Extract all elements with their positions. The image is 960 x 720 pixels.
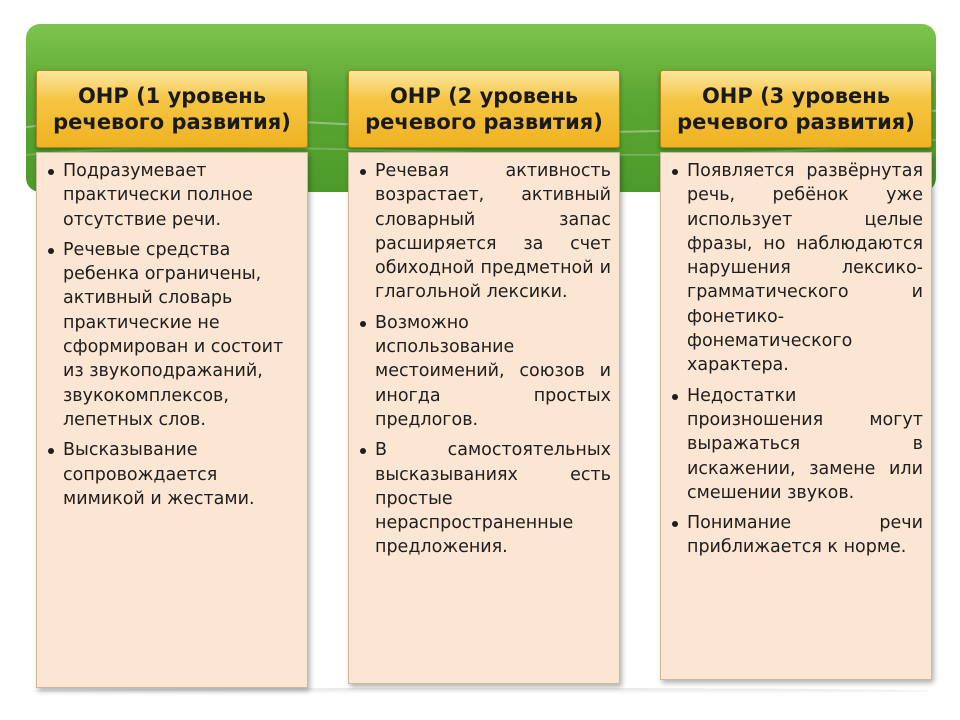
- bullet-text: Появляется развёрнутая речь, ребёнок уже использует целые фразы, но наблюдаются нарушения лексико-грамматического и фонетико-фонематического характера.: [687, 161, 923, 376]
- bullet-item: [669, 511, 923, 560]
- bullet-icon: [360, 169, 366, 175]
- column-level-1: [36, 70, 308, 509]
- bullet-item: [669, 159, 923, 378]
- bullet-item: [357, 159, 611, 305]
- bullet-icon: [672, 521, 678, 527]
- bullet-text: Понимание речи приближается к норме.: [687, 513, 923, 558]
- bullet-item: [45, 438, 299, 511]
- column-header: [36, 70, 308, 148]
- column-content-box: [348, 152, 620, 684]
- column-title: ОНР (2 уровень речевого развития): [365, 84, 603, 134]
- column-content-box: [36, 152, 308, 688]
- bullet-text: Высказывание сопровождается мимикой и жестами.: [63, 440, 255, 509]
- bullet-icon: [48, 448, 54, 454]
- bullet-item: [357, 311, 611, 432]
- bullet-text: Речевые средства ребенка ограничены, активный словарь практические не сформирован и состоит из звукоподражаний, звукокомплексов, лепетных слов.: [63, 239, 284, 430]
- bullet-icon: [360, 448, 366, 454]
- bullet-text: Речевая активность возрастает, активный словарный запас расширяется за счет обиходной предметной и глагольной лексики.: [375, 161, 611, 303]
- bullet-item: [669, 384, 923, 505]
- bullet-icon: [48, 169, 54, 175]
- bullet-icon: [360, 321, 366, 327]
- bullet-icon: [672, 169, 678, 175]
- bullet-list: [45, 159, 299, 511]
- bullet-icon: [672, 394, 678, 400]
- bullet-icon: [48, 248, 54, 254]
- bullet-list: [357, 159, 611, 560]
- column-header: [348, 70, 620, 148]
- bullet-text: В самостоятельных высказываниях есть простые нераспространенные предложения.: [375, 440, 611, 558]
- bullet-text: Недостатки произношения могут выражаться в искажении, замене или смешении звуков.: [687, 385, 923, 503]
- column-level-3: [660, 70, 932, 558]
- column-title: ОНР (3 уровень речевого развития): [677, 84, 915, 134]
- bullet-text: Возможно использование местоимений, союзов и иногда простых предлогов.: [375, 312, 611, 430]
- bullet-item: [45, 159, 299, 232]
- column-content-box: [660, 152, 932, 680]
- bottom-shadow: [30, 688, 930, 694]
- bullet-text: Подразумевает практически полное отсутствие речи.: [63, 161, 253, 230]
- column-title: ОНР (1 уровень речевого развития): [53, 84, 291, 134]
- bullet-list: [669, 159, 923, 560]
- column-level-2: [348, 70, 620, 558]
- column-header: [660, 70, 932, 148]
- bullet-item: [357, 438, 611, 559]
- bullet-item: [45, 238, 299, 432]
